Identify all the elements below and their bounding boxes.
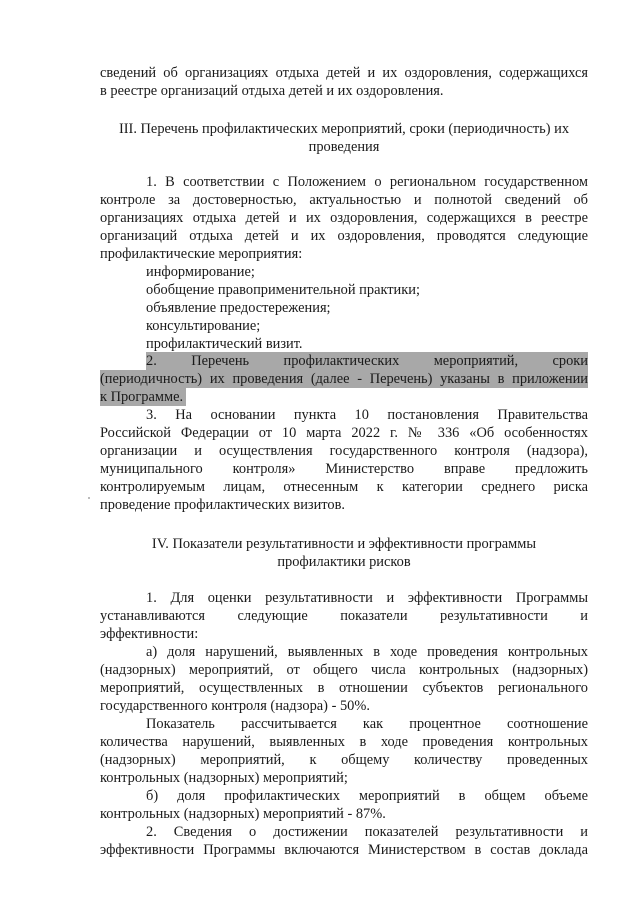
section4-title-line-1: IV. Показатели результативности и эффективности программы: [151, 536, 537, 552]
s4-pa-line-2: (надзорных) мероприятий, от общего числа контрольных (надзорных): [100, 662, 588, 678]
s4-pa-line-1: а) доля нарушений, выявленных в ходе проведения контрольных: [146, 644, 588, 660]
s3-p1-line-4: организаций отдыха детей и их оздоровления, проводятся следующие: [100, 228, 588, 244]
measure-item-5: профилактический визит.: [146, 336, 303, 352]
s4-pa-line-4: государственного контроля (надзора) - 50%.: [100, 698, 370, 714]
s3-p1-line-2: контроле за достоверностью, актуальностью и полнотой сведений об: [100, 192, 588, 208]
s4-p1-line-1: 1. Для оценки результативности и эффективности Программы: [146, 590, 588, 606]
s3-p3-line-4: муниципального контроля» Министерство вправе предложить: [100, 461, 588, 477]
scan-speck: [88, 497, 90, 499]
s3-p1-line-3: организациях отдыха детей и их оздоровления, содержащихся в реестре: [100, 210, 588, 226]
section3-title-line-1: III. Перечень профилактических мероприятий, сроки (периодичность) их: [118, 121, 570, 137]
measure-item-3: объявление предостережения;: [146, 300, 331, 316]
s3-p3-line-3: организации и осуществления государственного контроля (надзора),: [100, 443, 588, 459]
s3-p3-line-2: Российской Федерации от 10 марта 2022 г. № 336 «Об особенностях: [100, 425, 588, 441]
measure-item-1: информирование;: [146, 264, 255, 280]
s3-p2-line-3: к Программе.: [100, 388, 186, 406]
s3-p2-line-2: (периодичность) их проведения (далее - Перечень) указаны в приложении: [100, 371, 588, 387]
s3-p1-line-1: 1. В соответствии с Положением о региональном государственном: [146, 174, 588, 190]
s3-p2-line-1: 2. Перечень профилактических мероприятий, сроки: [146, 353, 588, 369]
s4-pb-line-2: контрольных (надзорных) мероприятий - 87%.: [100, 806, 386, 822]
s4-p1-line-2: устанавливаются следующие показатели результативности и: [100, 608, 588, 624]
section4-title-line-2: профилактики рисков: [277, 554, 411, 570]
s3-p3-line-5: контролируемым лицам, отнесенным к категории среднего риска: [100, 479, 588, 495]
s4-calc-line-3: (надзорных) мероприятий, к общему количеству проведенных: [100, 752, 588, 768]
s3-p3-line-6: проведение профилактических визитов.: [100, 497, 345, 513]
s4-p2-line-2: эффективности Программы включаются Министерством в состав доклада: [100, 842, 588, 858]
s4-calc-line-4: контрольных (надзорных) мероприятий;: [100, 770, 348, 786]
s4-calc-line-1: Показатель рассчитывается как процентное соотношение: [146, 716, 588, 732]
s4-calc-line-2: количества нарушений, выявленных в ходе проведения контрольных: [100, 734, 588, 750]
intro-line-1: сведений об организациях отдыха детей и их оздоровления, содержащихся: [100, 65, 588, 81]
s4-pb-line-1: б) доля профилактических мероприятий в общем объеме: [146, 788, 588, 804]
measure-item-4: консультирование;: [146, 318, 261, 334]
s4-p1-line-3: эффективности:: [100, 626, 199, 642]
section3-title-line-2: проведения: [308, 139, 380, 155]
measure-item-2: обобщение правоприменительной практики;: [146, 282, 420, 298]
s4-p2-line-1: 2. Сведения о достижении показателей результативности и: [146, 824, 588, 840]
intro-line-2: в реестре организаций отдыха детей и их оздоровления.: [100, 83, 444, 99]
s3-p3-line-1: 3. На основании пункта 10 постановления Правительства: [146, 407, 588, 423]
s4-pa-line-3: мероприятий, осуществленных в отношении субъектов регионального: [100, 680, 588, 696]
s3-p1-line-5: профилактические мероприятия:: [100, 246, 303, 262]
